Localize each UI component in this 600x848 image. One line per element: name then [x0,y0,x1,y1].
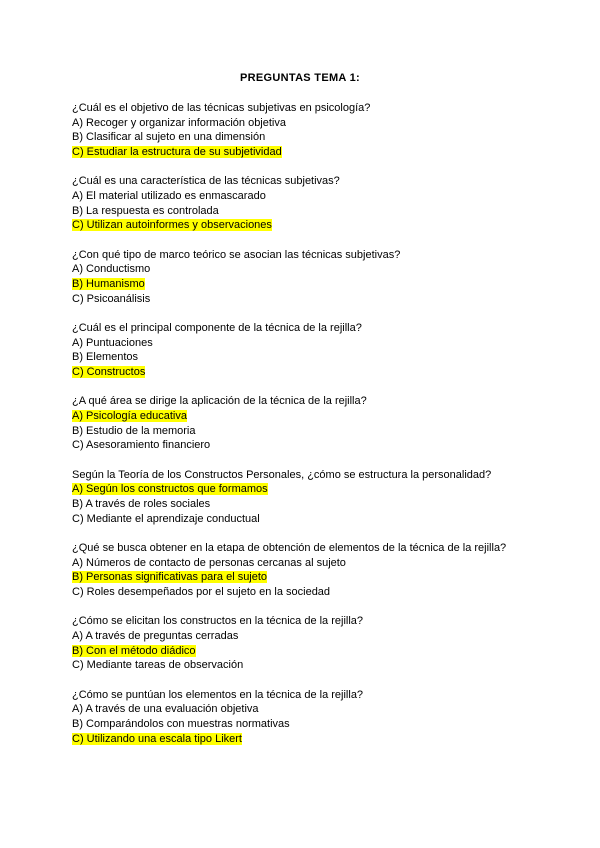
answer-option-row [72,585,542,600]
answer-option-row [72,116,542,131]
answer-option-row [72,189,542,204]
answer-option-row [72,204,542,219]
answer-option-row [72,644,542,659]
answer-option: C) Psicoanálisis [72,292,151,305]
question-text: ¿Cuál es el principal componente de la técnica de la rejilla? [72,321,362,334]
question-block [72,174,542,233]
question-text: ¿Cómo se puntúan los elementos en la técnica de la rejilla? [72,688,364,701]
answer-option-row [72,438,542,453]
answer-option: A) A través de una evaluación objetiva [72,703,259,716]
answer-option: A) Puntuaciones [72,336,153,349]
correct-answer-highlight: C) Utilizan autoinformes y observaciones [72,219,272,232]
answer-option: B) Estudio de la memoria [72,424,196,437]
answer-option-row [72,482,542,497]
correct-answer-highlight: B) Humanismo [72,278,145,291]
answer-option-row [72,570,542,585]
correct-answer-highlight: B) Con el método diádico [72,644,196,657]
answer-option-row [72,497,542,512]
question-text: ¿Cuál es una característica de las técnicas subjetivas? [72,175,340,188]
answer-option: A) Números de contacto de personas cercanas al sujeto [72,556,346,569]
question-text: ¿Cómo se elicitan los constructos en la técnica de la rejilla? [72,615,364,628]
answer-option-row [72,732,542,747]
answer-option-row [72,409,542,424]
correct-answer-highlight: C) Constructos [72,366,146,379]
answer-option: C) Mediante tareas de observación [72,659,244,672]
answer-option-row [72,350,542,365]
answer-option: C) Roles desempeñados por el sujeto en la sociedad [72,585,331,598]
answer-option: A) A través de preguntas cerradas [72,629,239,642]
answer-option: B) Clasificar al sujeto en una dimensión [72,131,266,144]
answer-option: B) Elementos [72,351,139,364]
question-block [72,614,542,673]
answer-option-row [72,629,542,644]
answer-option: C) Asesoramiento financiero [72,439,211,452]
answer-option-row [72,277,542,292]
question-block [72,541,542,600]
question-block [72,688,542,747]
correct-answer-highlight: C) Estudiar la estructura de su subjetividad [72,146,282,159]
question-block [72,248,542,307]
answer-option: B) Comparándolos con muestras normativas [72,717,290,730]
answer-option: B) La respuesta es controlada [72,204,219,217]
question-block [72,101,542,160]
answer-option-row [72,262,542,277]
document-title: PREGUNTAS TEMA 1: [240,72,360,84]
answer-option: C) Mediante el aprendizaje conductual [72,512,260,525]
answer-option-row [72,336,542,351]
question-block [72,468,542,527]
question-text: ¿Qué se busca obtener en la etapa de obtención de elementos de la técnica de la rejilla? [72,541,507,554]
correct-answer-highlight: A) Según los constructos que formamos [72,483,268,496]
answer-option-row [72,218,542,233]
question-text: ¿Cuál es el objetivo de las técnicas subjetivas en psicología? [72,102,371,114]
answer-option-row [72,556,542,571]
answer-option-row [72,658,542,673]
answer-option-row [72,424,542,439]
correct-answer-highlight: A) Psicología educativa [72,409,187,422]
answer-option-row [72,365,542,380]
answer-option-row [72,130,542,145]
question-text: ¿Con qué tipo de marco teórico se asocian las técnicas subjetivas? [72,248,401,261]
question-block [72,321,542,380]
answer-option-row [72,512,542,527]
question-text: ¿A qué área se dirige la aplicación de la técnica de la rejilla? [72,395,367,408]
question-list [72,101,542,761]
correct-answer-highlight: C) Utilizando una escala tipo Likert [72,732,242,745]
answer-option: B) A través de roles sociales [72,497,211,510]
answer-option-row [72,292,542,307]
answer-option: A) Conductismo [72,263,151,276]
answer-option-row [72,145,542,160]
answer-option-row [72,702,542,717]
answer-option: A) El material utilizado es enmascarado [72,190,266,203]
answer-option: A) Recoger y organizar información objetiva [72,116,286,129]
question-block [72,394,542,453]
question-text: Según la Teoría de los Constructos Personales, ¿cómo se estructura la personalidad? [72,468,492,481]
correct-answer-highlight: B) Personas significativas para el sujeto [72,571,268,584]
answer-option-row [72,717,542,732]
